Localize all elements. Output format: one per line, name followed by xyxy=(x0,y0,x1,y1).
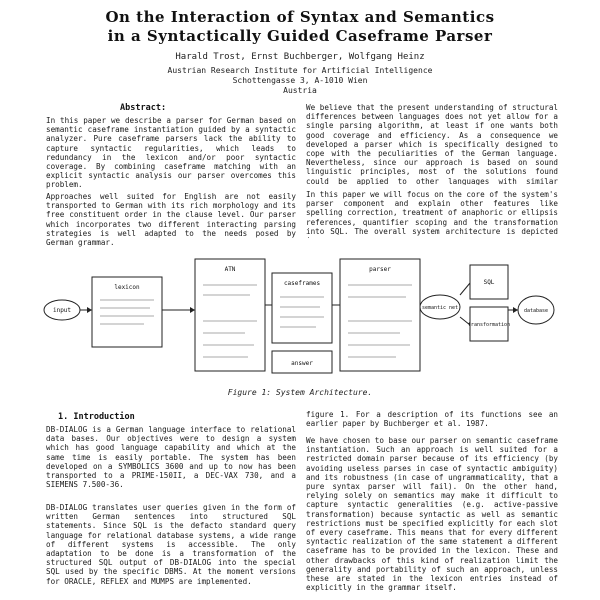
right-intro-paragraph-2: In this paper we will focus on the core of the system's parser component and explain other features like spelling correction, treatment of anaphoric or ellipsis references, quantifier scoping and the transformation into SQL. The overall system architecture is depicted xyxy=(306,190,558,236)
right-lower-paragraph-2: We have chosen to base our parser on semantic caseframe instantiation. Such an approach is well suited for a restricted domain parser because of its efficiency (by avoiding useless parses in case of syntactic ambiguity) and its robustness (in case of ungrammaticality, that a pure syntax parser will fail). On the other hand, relying solely on semantics may make it difficult to capture syntactic generalities (e.g. active-passive transformation) because syntactic as well as semantic restrictions must be specified explicitly for each slot of every caseframe. This means that for every different syntactic realization of the same statement a different caseframe has to be provided in the lexicon. These and other drawbacks of this kind of realization limit the generality and portability of such an approach, unless these are stated in the lexicon entries instead of explicitly in the grammar itself. xyxy=(306,436,558,593)
abstract-heading: Abstract: xyxy=(120,103,167,113)
paper-title-line-2: in a Syntactically Guided Caseframe Parser xyxy=(107,27,493,45)
section-1-paragraph-1: DB-DIALOG is a German language interface to relational data bases. Our objectives were to design a system which has good language capability and which at the same time is easily portable. The system has been developed on a SYMBOLICS 3600 and up to now has been transported to a PRIME-150II, a DEC-VAX 730, and a SIEMENS 7.500-36. xyxy=(46,425,296,490)
section-1-paragraph-2: DB-DIALOG translates user queries given in the form of written German sentences into structured SQL statements. Since SQL is the defacto standard query language for relational database systems, a wide range of different systems is accessible. The only adaptation to be done is a transformation of the structured SQL output of DB-DIALOG into the special SQL used by the specific DBMS. At the moment versions for ORACLE, REFLEX and MUMPS are implemented. xyxy=(46,503,296,586)
box-atn-label: ATN xyxy=(224,266,236,273)
box-answer-label: answer xyxy=(291,360,313,367)
authors: Harald Trost, Ernst Buchberger, Wolfgang Heinz xyxy=(175,52,425,62)
box-lexicon-label: lexicon xyxy=(114,284,140,291)
institute: Austrian Research Institute for Artificial Intelligence xyxy=(167,66,433,75)
abstract-paragraph-1: In this paper we describe a parser for German based on semantic caseframe instantiation guided by a syntactic analyzer. Pure caseframe parsers lack the ability to capture syntactic regularities, which leads to redundancy in the lexicon and/or poor syntactic coverage. By combining caseframe matching with an explicit syntactic analysis our parser overcomes this problem. xyxy=(46,116,296,190)
right-intro-paragraph-1: We believe that the present understanding of structural differences between languages does not yet allow for a single parsing algorithm, at least if one wants both good coverage and efficiency. As a consequence we developed a parser which is specifically designed to cope with the peculiarities of the German language. Nevertheless, since our approach is based on sound linguistic principles, most of the solutions found could be applied to other languages with similar xyxy=(306,103,558,185)
box-semantic-net-label: semantic net xyxy=(421,305,459,311)
architecture-diagram xyxy=(40,245,560,380)
paper-title-line-1: On the Interaction of Syntax and Semantics xyxy=(105,8,495,26)
box-caseframes-label: caseframes xyxy=(283,280,321,287)
section-1-heading: 1. Introduction xyxy=(58,412,135,422)
figure-caption: Figure 1: System Architecture. xyxy=(227,388,373,397)
abstract-paragraph-2: Approaches well suited for English are not easily transported to German with its rich morphology and its free constituent order in the clause level. Our parser which incorporates two different interacting parsing strategies is well adapted to the needs posed by German grammar. xyxy=(46,192,296,248)
box-parser-label: parser xyxy=(369,266,391,273)
box-database-label: database xyxy=(523,308,549,314)
country: Austria xyxy=(283,86,317,95)
architecture-figure xyxy=(40,245,560,380)
parser-shape xyxy=(340,259,420,371)
address: Schottengasse 3, A-1010 Wien xyxy=(232,76,368,85)
box-input-label: input xyxy=(52,307,72,314)
atn-shape xyxy=(195,259,265,371)
right-lower-paragraph-1: figure 1. For a description of its functions see an earlier paper by Buchberger et al. 1987. xyxy=(306,410,558,429)
arrow-semnet-sql xyxy=(460,283,470,295)
box-sql-label: SQL xyxy=(483,279,495,286)
box-transformation-label: transformation xyxy=(467,322,511,328)
